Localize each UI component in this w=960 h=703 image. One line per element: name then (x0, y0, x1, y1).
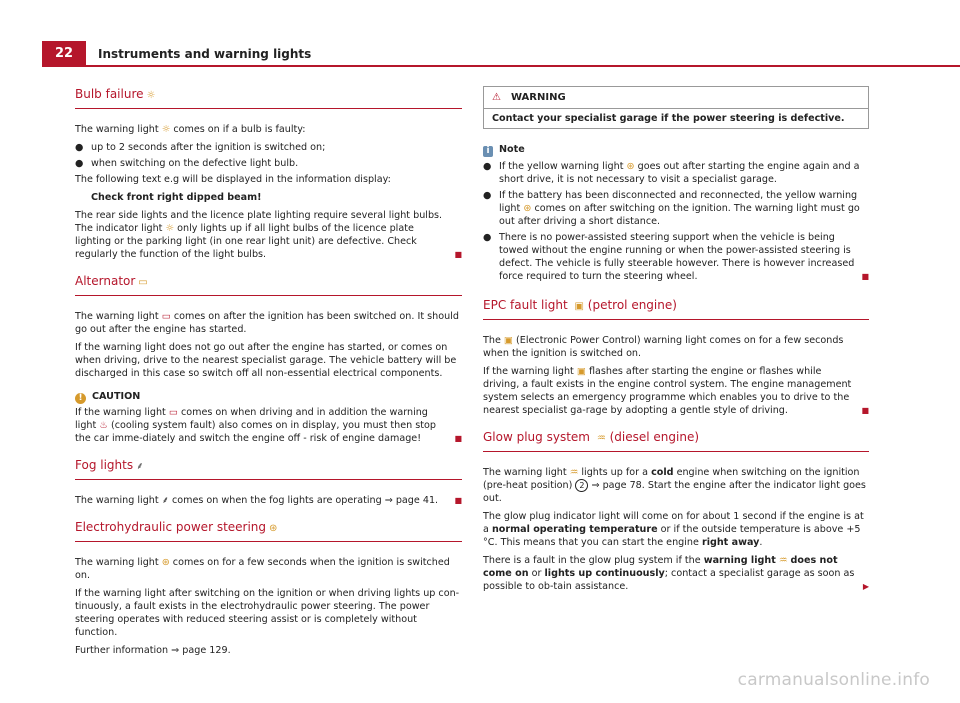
paragraph: The following text e.g will be displayed in the information display: (75, 174, 391, 185)
continue-arrow-icon: ▶ (862, 582, 869, 591)
section-title-fog-lights: Fog lights ⸙ (75, 457, 462, 480)
bulb-icon: ☼ (146, 90, 156, 101)
steering-icon: ⊛ (269, 523, 278, 534)
steering-icon: ⊛ (161, 557, 170, 568)
caution-icon: ! (75, 393, 86, 404)
epc-icon: ▣ (503, 335, 513, 346)
list-item: ● There is no power-assisted steering support when the vehicle is being towed without the engine running or when the power-assisted steering is defect. The vehicle is fully steerable however. There is however increased force required to turn the steering wheel. ■ (483, 232, 869, 282)
section-end-marker: ■ (861, 272, 869, 281)
note-heading: i Note (483, 143, 869, 157)
coolant-icon: ♨ (99, 420, 108, 431)
paragraph: There is a fault in the glow plug system if the warning light ♒ does not come on or lights up continuously; contact a specialist garage as soon as possible to ob-tain assistance. ▶ (483, 555, 869, 592)
paragraph: If the warning light ▣ flashes after starting the engine or flashes while driving, a fault exists in the engine control system. The engine management system selects an emergency programme which enables you to drive to the nearest specialist ga-rage by adopting a gentle style of driving. ■ (483, 366, 869, 416)
steering-icon: ⊛ (523, 203, 532, 214)
page-header (42, 41, 960, 67)
bulb-icon: ☼ (161, 124, 171, 135)
warning-box (483, 86, 869, 129)
warning-text: Contact your specialist garage if the power steering is defective. (492, 113, 845, 124)
paragraph: Further information ⇒ page 129. (75, 645, 231, 656)
battery-icon: ▭ (168, 407, 178, 418)
list-item: ● If the yellow warning light ⊛ goes out after starting the engine again and a short drive, it is not necessary to visit a specialist garage. (483, 161, 860, 185)
paragraph: The warning light ☼ comes on if a bulb is faulty: (75, 124, 306, 135)
header-rule (86, 65, 960, 67)
paragraph: The warning light ⊛ comes on for a few seconds when the ignition is switched on. (75, 557, 450, 581)
section-end-marker: ■ (861, 406, 869, 415)
section-title-power-steering: Electrohydraulic power steering ⊛ (75, 519, 462, 542)
epc-icon: ▣ (574, 301, 584, 312)
section-title-alternator: Alternator ▭ (75, 273, 462, 296)
section-title-glow-plug: Glow plug system ♒ (diesel engine) (483, 429, 869, 452)
watermark: carmanualsonline.info (737, 670, 930, 690)
list-item: ● when switching on the defective light bulb. (75, 158, 299, 169)
section-end-marker: ■ (454, 434, 462, 443)
section-end-marker: ■ (454, 496, 462, 505)
display-message: Check front right dipped beam! (91, 192, 262, 203)
paragraph: The ▣ (Electronic Power Control) warning light comes on for a few seconds when the ignition is switched on. (483, 335, 844, 359)
battery-icon: ▭ (138, 277, 148, 288)
paragraph: The warning light ▭ comes on after the ignition has been switched on. It should go out after the engine has started. (75, 311, 459, 335)
bulb-icon: ☼ (165, 223, 175, 234)
epc-icon: ▣ (576, 366, 586, 377)
section-end-marker: ■ (454, 250, 462, 259)
paragraph: The warning light ⸙ comes on when the fog lights are operating ⇒ page 41. ■ (75, 495, 462, 506)
fog-light-icon: ⸙ (136, 461, 144, 472)
battery-icon: ▭ (161, 311, 171, 322)
list-item: ● If the battery has been disconnected and reconnected, the yellow warning light ⊛ comes on after switching on the ignition. The warning light must go out after driving a short distance. (483, 190, 860, 227)
info-icon: i (483, 146, 493, 157)
caution-text: If the warning light ▭ comes on when driving and in addition the warning light ♨ (cooling system fault) also comes on in display, you must then stop the car imme-diately and switch the engine off - risk of engine damage! ■ (75, 407, 462, 444)
warning-triangle-icon: ⚠ (492, 92, 501, 103)
warning-heading: ⚠ WARNING (484, 87, 868, 109)
section-title-epc: EPC fault light ▣ (petrol engine) (483, 297, 869, 320)
glow-plug-icon: ♒ (778, 555, 788, 566)
paragraph: If the warning light after switching on the ignition or when driving lights up con-tinuously, a fault exists in the electrohydraulic power steering. The power steering operates with reduced steering assist or is completely without function. (75, 588, 460, 638)
page-number: 22 (42, 41, 86, 67)
paragraph: If the warning light does not go out after the engine has started, or comes on when driving, drive to the nearest specialist garage. The vehicle battery will be discharged in this case so switch off all non-essential electrical components. (75, 342, 457, 379)
fog-light-icon: ⸙ (161, 495, 169, 506)
steering-icon: ⊛ (626, 161, 635, 172)
section-title-bulb-failure: Bulb failure ☼ (75, 86, 462, 109)
glow-plug-icon: ♒ (569, 467, 579, 478)
caution-heading: ! CAUTION (75, 390, 462, 404)
list-item: ● up to 2 seconds after the ignition is switched on; (75, 142, 326, 153)
left-column (75, 86, 462, 662)
chapter-title: Instruments and warning lights (98, 47, 312, 61)
paragraph: The warning light ♒ lights up for a cold engine when switching on the ignition (pre-heat position) 2 ⇒ page 78. Start the engine after the indicator light goes out. (483, 467, 866, 504)
paragraph: The glow plug indicator light will come on for about 1 second if the engine is at a normal operating temperature or if the outside temperature is above +5 °C. This means that you can start the engine right away. (483, 511, 864, 548)
paragraph: The rear side lights and the licence plate lighting require several light bulbs. The indicator light ☼ only lights up if all light bulbs of the licence plate lighting or the parking light (in one rear light unit) are defective. Check regularly the function of the light bulbs. ■ (75, 210, 462, 260)
right-column (483, 86, 869, 598)
glow-plug-icon: ♒ (596, 433, 606, 444)
position-number: 2 (575, 479, 588, 492)
